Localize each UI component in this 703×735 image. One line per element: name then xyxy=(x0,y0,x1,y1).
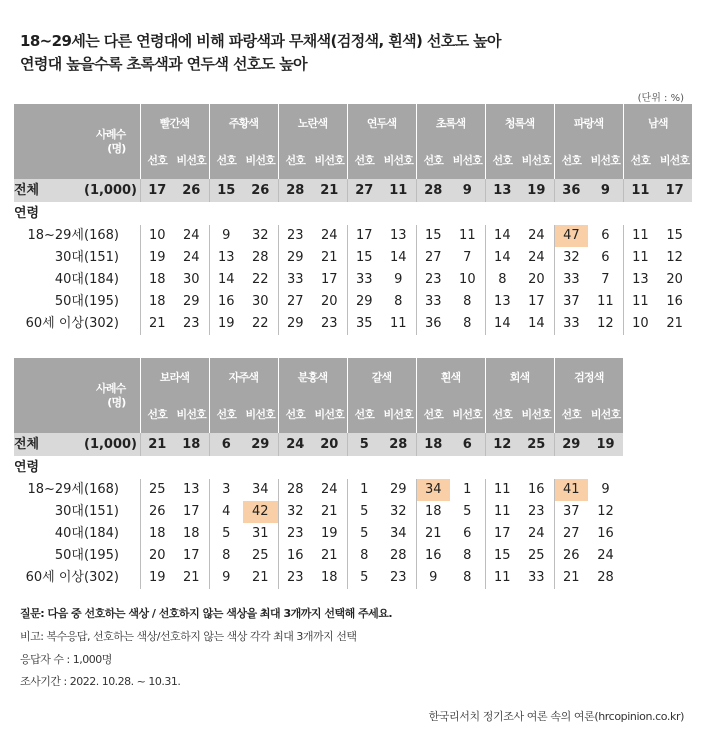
cell-value: 33 xyxy=(416,291,450,313)
cell-value: 7 xyxy=(601,272,610,287)
not-preferred-subheader: 비선호 xyxy=(657,143,692,179)
table-row xyxy=(14,567,623,589)
cell-value: 12 xyxy=(597,504,614,519)
cell-value: 10 xyxy=(459,272,476,287)
cell-value: 32 xyxy=(252,228,269,243)
table-row xyxy=(14,291,692,313)
cell-value: 6 xyxy=(601,250,610,265)
cell-value: 17 xyxy=(182,548,200,563)
cell-value: 19 xyxy=(140,567,174,589)
total-value: 9 xyxy=(450,179,485,202)
cell-value: 20 xyxy=(140,545,174,567)
cell-value: 22 xyxy=(252,316,269,331)
age-group-label: 40대 xyxy=(54,526,84,541)
not-preferred-subheader: 비선호 xyxy=(519,143,554,179)
cell-value: 12 xyxy=(666,250,683,265)
color-header: 빨간색 xyxy=(140,104,209,143)
cell-value: 26 xyxy=(140,501,174,523)
cell-value: 11 xyxy=(485,479,519,501)
preferred-subheader: 선호 xyxy=(140,143,174,179)
total-value: 19 xyxy=(588,433,623,456)
cell-value: 21 xyxy=(416,523,450,545)
cell-value: 14 xyxy=(485,225,519,247)
cell-value: 24 xyxy=(321,228,338,243)
cell-value: 21 xyxy=(321,250,338,265)
total-label: 전체 xyxy=(14,179,84,202)
cell-value: 16 xyxy=(416,545,450,567)
cell-value: 31 xyxy=(252,526,269,541)
cell-value: 5 xyxy=(209,523,243,545)
cell-value: 33 xyxy=(528,570,545,585)
total-value: 12 xyxy=(485,433,519,456)
table-row xyxy=(14,313,692,335)
cell-value: 29 xyxy=(182,294,200,309)
cell-value: 8 xyxy=(485,269,519,291)
color-header: 회색 xyxy=(485,358,554,397)
cell-value: 33 xyxy=(278,269,312,291)
not-preferred-subheader: 비선호 xyxy=(381,143,416,179)
cell-value: 33 xyxy=(347,269,381,291)
row-label-header xyxy=(14,358,84,433)
cell-value: 18 xyxy=(140,269,174,291)
cell-value: 32 xyxy=(390,504,407,519)
section-label-age: 연령 xyxy=(14,206,40,221)
cell-value: 5 xyxy=(347,523,381,545)
preferred-subheader: 선호 xyxy=(209,397,243,433)
total-value: 13 xyxy=(485,179,519,202)
cell-value: 5 xyxy=(347,567,381,589)
table-row xyxy=(14,225,692,247)
age-group-label: 60세 이상 xyxy=(25,570,84,585)
total-value: 18 xyxy=(174,433,209,456)
not-preferred-subheader: 비선호 xyxy=(519,397,554,433)
sample-size: (151) xyxy=(84,504,119,519)
cell-value: 14 xyxy=(209,269,243,291)
not-preferred-subheader: 비선호 xyxy=(243,143,278,179)
cell-value: 23 xyxy=(528,504,545,519)
not-preferred-subheader: 비선호 xyxy=(174,397,209,433)
preferred-subheader: 선호 xyxy=(209,143,243,179)
cell-value: 42 xyxy=(243,501,278,523)
total-value: 6 xyxy=(209,433,243,456)
section-blank xyxy=(84,202,692,225)
not-preferred-subheader: 비선호 xyxy=(381,397,416,433)
sample-size: (302) xyxy=(84,316,119,331)
cell-value: 3 xyxy=(209,479,243,501)
cell-value: 24 xyxy=(182,228,200,243)
table-row xyxy=(14,269,692,291)
cell-value: 15 xyxy=(416,225,450,247)
cell-value: 6 xyxy=(463,526,472,541)
cell-value: 11 xyxy=(485,567,519,589)
sample-size: (184) xyxy=(84,272,119,287)
cell-value: 23 xyxy=(182,316,200,331)
table-row xyxy=(14,523,623,545)
source-credit: 한국리서치 정기조사 여론 속의 여론(hrcopinion.co.kr) xyxy=(428,710,684,723)
sample-size: (195) xyxy=(84,548,119,563)
cell-value: 24 xyxy=(321,482,338,497)
color-header: 초록색 xyxy=(416,104,485,143)
cell-value: 11 xyxy=(623,291,657,313)
total-value: 21 xyxy=(312,179,347,202)
preferred-subheader: 선호 xyxy=(140,397,174,433)
table-row xyxy=(14,501,623,523)
cell-value: 7 xyxy=(463,250,472,265)
header-row-colors xyxy=(14,358,623,397)
cell-value: 8 xyxy=(463,570,472,585)
cell-value: 34 xyxy=(416,479,450,501)
cell-value: 23 xyxy=(278,567,312,589)
cell-value: 24 xyxy=(528,228,545,243)
section-row xyxy=(14,456,623,479)
preferred-subheader: 선호 xyxy=(485,397,519,433)
total-value: 28 xyxy=(278,179,312,202)
cell-value: 9 xyxy=(394,272,403,287)
preferred-subheader: 선호 xyxy=(485,143,519,179)
cell-value: 25 xyxy=(252,548,269,563)
cell-value: 47 xyxy=(554,225,588,247)
preferred-subheader: 선호 xyxy=(347,143,381,179)
cell-value: 29 xyxy=(278,247,312,269)
color-header: 보라색 xyxy=(140,358,209,397)
total-value: 17 xyxy=(657,179,692,202)
total-value: 15 xyxy=(209,179,243,202)
cell-value: 16 xyxy=(666,294,683,309)
cell-value: 32 xyxy=(554,247,588,269)
table-row xyxy=(14,479,623,501)
cell-value: 33 xyxy=(554,269,588,291)
cell-value: 33 xyxy=(554,313,588,335)
cell-value: 17 xyxy=(528,294,545,309)
cell-value: 16 xyxy=(597,526,614,541)
not-preferred-subheader: 비선호 xyxy=(243,397,278,433)
cell-value: 9 xyxy=(209,567,243,589)
cell-value: 20 xyxy=(666,272,683,287)
total-row xyxy=(14,433,623,456)
cell-value: 14 xyxy=(485,247,519,269)
total-value: 25 xyxy=(519,433,554,456)
headline-line-1: 18~29세는 다른 연령대에 비해 파랑색과 무채색(검정색, 흰색) 선호도 높아 xyxy=(20,32,501,50)
total-value: 20 xyxy=(312,433,347,456)
not-preferred-subheader: 비선호 xyxy=(174,143,209,179)
table-row xyxy=(14,545,623,567)
row-label-header xyxy=(14,104,84,179)
total-sample-size: (1,000) xyxy=(84,433,140,456)
cell-value: 23 xyxy=(278,523,312,545)
total-value: 17 xyxy=(140,179,174,202)
total-row xyxy=(14,179,692,202)
cell-value: 10 xyxy=(140,225,174,247)
cell-value: 28 xyxy=(390,548,407,563)
color-header: 검정색 xyxy=(554,358,623,397)
cell-value: 20 xyxy=(528,272,545,287)
cell-value: 9 xyxy=(416,567,450,589)
sample-size-header: 사례수 (명) xyxy=(84,358,140,433)
cell-value: 22 xyxy=(252,272,269,287)
cell-value: 28 xyxy=(278,479,312,501)
cell-value: 21 xyxy=(182,570,200,585)
preferred-subheader: 선호 xyxy=(278,143,312,179)
cell-value: 32 xyxy=(278,501,312,523)
cell-value: 9 xyxy=(601,482,610,497)
color-header: 청록색 xyxy=(485,104,554,143)
cell-value: 1 xyxy=(347,479,381,501)
preferred-subheader: 선호 xyxy=(554,143,588,179)
cell-value: 17 xyxy=(485,523,519,545)
cell-value: 13 xyxy=(182,482,200,497)
cell-value: 11 xyxy=(597,294,614,309)
preferred-subheader: 선호 xyxy=(347,397,381,433)
cell-value: 8 xyxy=(347,545,381,567)
total-value: 6 xyxy=(450,433,485,456)
color-preference-table-2 xyxy=(14,358,623,589)
age-group-label: 30대 xyxy=(54,504,84,519)
cell-value: 8 xyxy=(209,545,243,567)
cell-value: 23 xyxy=(321,316,338,331)
cell-value: 1 xyxy=(463,482,472,497)
total-label: 전체 xyxy=(14,433,84,456)
section-label-age: 연령 xyxy=(14,460,40,475)
cell-value: 13 xyxy=(623,269,657,291)
cell-value: 17 xyxy=(321,272,338,287)
total-value: 9 xyxy=(588,179,623,202)
cell-value: 18 xyxy=(140,291,174,313)
cell-value: 35 xyxy=(347,313,381,335)
age-group-label: 18~29세 xyxy=(27,482,84,497)
total-value: 28 xyxy=(416,179,450,202)
headline-line-2: 연령대 높을수록 초록색과 연두색 선호도 높아 xyxy=(20,55,308,73)
sample-size-header: 사례수 (명) xyxy=(84,104,140,179)
cell-value: 25 xyxy=(140,479,174,501)
cell-value: 24 xyxy=(597,548,614,563)
cell-value: 37 xyxy=(554,291,588,313)
total-value: 21 xyxy=(140,433,174,456)
survey-period: 조사기간 : 2022. 10.28. ~ 10.31. xyxy=(20,675,181,688)
not-preferred-subheader: 비선호 xyxy=(450,397,485,433)
color-header: 연두색 xyxy=(347,104,416,143)
color-header: 파랑색 xyxy=(554,104,623,143)
table-row xyxy=(14,247,692,269)
cell-value: 15 xyxy=(347,247,381,269)
color-header: 흰색 xyxy=(416,358,485,397)
section-row xyxy=(14,202,692,225)
age-group-label: 18~29세 xyxy=(27,228,84,243)
cell-value: 18 xyxy=(416,501,450,523)
preferred-subheader: 선호 xyxy=(416,397,450,433)
cell-value: 27 xyxy=(554,523,588,545)
color-header: 남색 xyxy=(623,104,692,143)
header-row-colors xyxy=(14,104,692,143)
color-preference-table-1 xyxy=(14,104,692,335)
total-value: 11 xyxy=(381,179,416,202)
cell-value: 24 xyxy=(528,250,545,265)
cell-value: 19 xyxy=(140,247,174,269)
cell-value: 24 xyxy=(528,526,545,541)
cell-value: 34 xyxy=(390,526,407,541)
color-header: 자주색 xyxy=(209,358,278,397)
not-preferred-subheader: 비선호 xyxy=(312,397,347,433)
cell-value: 13 xyxy=(390,228,407,243)
total-value: 19 xyxy=(519,179,554,202)
total-value: 36 xyxy=(554,179,588,202)
preferred-subheader: 선호 xyxy=(623,143,657,179)
cell-value: 19 xyxy=(209,313,243,335)
cell-value: 11 xyxy=(485,501,519,523)
cell-value: 17 xyxy=(347,225,381,247)
cell-value: 34 xyxy=(252,482,269,497)
cell-value: 5 xyxy=(347,501,381,523)
sample-size: (151) xyxy=(84,250,119,265)
cell-value: 6 xyxy=(601,228,610,243)
cell-value: 13 xyxy=(209,247,243,269)
cell-value: 12 xyxy=(597,316,614,331)
age-group-label: 50대 xyxy=(54,294,84,309)
cell-value: 16 xyxy=(278,545,312,567)
total-value: 26 xyxy=(243,179,278,202)
cell-value: 15 xyxy=(666,228,683,243)
cell-value: 41 xyxy=(554,479,588,501)
total-value: 26 xyxy=(174,179,209,202)
cell-value: 30 xyxy=(252,294,269,309)
cell-value: 36 xyxy=(416,313,450,335)
sample-size: (168) xyxy=(84,482,119,497)
cell-value: 21 xyxy=(666,316,683,331)
total-sample-size: (1,000) xyxy=(84,179,140,202)
cell-value: 29 xyxy=(347,291,381,313)
total-value: 11 xyxy=(623,179,657,202)
cell-value: 18 xyxy=(140,523,174,545)
cell-value: 21 xyxy=(252,570,269,585)
age-group-label: 30대 xyxy=(54,250,84,265)
color-header: 갈색 xyxy=(347,358,416,397)
preferred-subheader: 선호 xyxy=(554,397,588,433)
total-value: 29 xyxy=(243,433,278,456)
cell-value: 13 xyxy=(485,291,519,313)
color-header: 주황색 xyxy=(209,104,278,143)
cell-value: 11 xyxy=(459,228,476,243)
cell-value: 21 xyxy=(321,548,338,563)
cell-value: 16 xyxy=(209,291,243,313)
cell-value: 17 xyxy=(182,504,200,519)
cell-value: 5 xyxy=(463,504,472,519)
section-blank xyxy=(84,456,623,479)
cell-value: 16 xyxy=(528,482,545,497)
cell-value: 25 xyxy=(528,548,545,563)
cell-value: 21 xyxy=(321,504,338,519)
cell-value: 29 xyxy=(278,313,312,335)
unit-label: (단위 : %) xyxy=(637,93,684,104)
preferred-subheader: 선호 xyxy=(416,143,450,179)
sample-size: (184) xyxy=(84,526,119,541)
cell-value: 19 xyxy=(321,526,338,541)
cell-value: 20 xyxy=(321,294,338,309)
cell-value: 26 xyxy=(554,545,588,567)
not-preferred-subheader: 비선호 xyxy=(312,143,347,179)
sample-size: (195) xyxy=(84,294,119,309)
not-preferred-subheader: 비선호 xyxy=(588,143,623,179)
total-value: 28 xyxy=(381,433,416,456)
cell-value: 8 xyxy=(463,548,472,563)
cell-value: 37 xyxy=(554,501,588,523)
cell-value: 8 xyxy=(463,294,472,309)
cell-value: 14 xyxy=(528,316,545,331)
cell-value: 29 xyxy=(390,482,407,497)
cell-value: 14 xyxy=(390,250,407,265)
color-header: 분홍색 xyxy=(278,358,347,397)
cell-value: 9 xyxy=(209,225,243,247)
cell-value: 28 xyxy=(252,250,269,265)
cell-value: 18 xyxy=(321,570,338,585)
sample-size: (302) xyxy=(84,570,119,585)
preferred-subheader: 선호 xyxy=(278,397,312,433)
age-group-label: 40대 xyxy=(54,272,84,287)
cell-value: 11 xyxy=(623,247,657,269)
sample-size: (168) xyxy=(84,228,119,243)
cell-value: 21 xyxy=(554,567,588,589)
cell-value: 23 xyxy=(278,225,312,247)
age-group-label: 50대 xyxy=(54,548,84,563)
not-preferred-subheader: 비선호 xyxy=(450,143,485,179)
total-value: 29 xyxy=(554,433,588,456)
total-value: 27 xyxy=(347,179,381,202)
cell-value: 14 xyxy=(485,313,519,335)
survey-question: 질문: 다음 중 선호하는 색상 / 선호하지 않는 색상을 최대 3개까지 선택해 주세요. xyxy=(20,607,393,620)
cell-value: 10 xyxy=(623,313,657,335)
cell-value: 27 xyxy=(416,247,450,269)
survey-remark: 비고: 복수응답, 선호하는 색상/선호하지 않는 색상 각각 최대 3개까지 선택 xyxy=(20,630,357,643)
total-value: 18 xyxy=(416,433,450,456)
cell-value: 27 xyxy=(278,291,312,313)
cell-value: 18 xyxy=(182,526,200,541)
cell-value: 8 xyxy=(463,316,472,331)
cell-value: 11 xyxy=(390,316,407,331)
cell-value: 24 xyxy=(182,250,200,265)
cell-value: 11 xyxy=(623,225,657,247)
not-preferred-subheader: 비선호 xyxy=(588,397,623,433)
cell-value: 21 xyxy=(140,313,174,335)
cell-value: 23 xyxy=(390,570,407,585)
cell-value: 23 xyxy=(416,269,450,291)
cell-value: 4 xyxy=(209,501,243,523)
total-value: 5 xyxy=(347,433,381,456)
color-header: 노란색 xyxy=(278,104,347,143)
cell-value: 28 xyxy=(597,570,614,585)
cell-value: 8 xyxy=(394,294,403,309)
respondent-count: 응답자 수 : 1,000명 xyxy=(20,653,112,666)
cell-value: 30 xyxy=(182,272,200,287)
age-group-label: 60세 이상 xyxy=(25,316,84,331)
total-value: 24 xyxy=(278,433,312,456)
cell-value: 15 xyxy=(485,545,519,567)
